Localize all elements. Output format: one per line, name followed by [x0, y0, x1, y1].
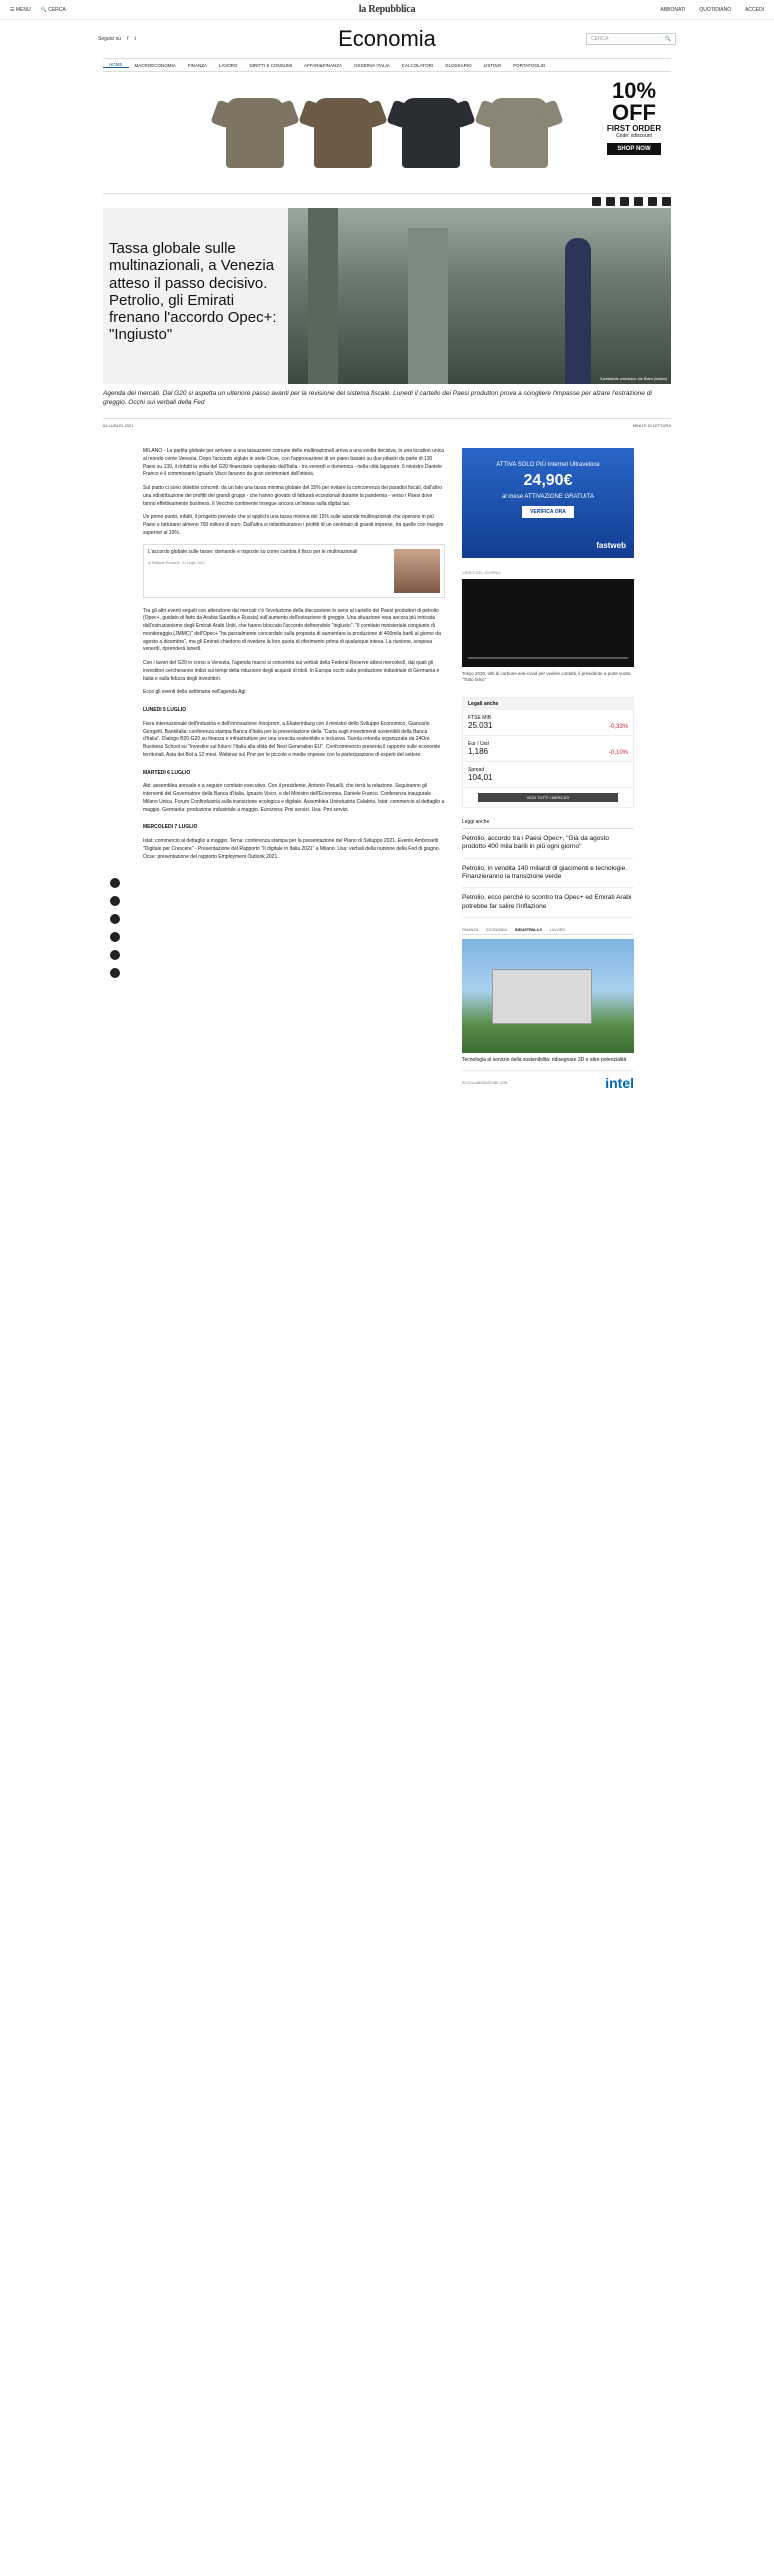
- paragraph: Tra gli altri eventi seguiti con attenzione dai mercati c'è l'evoluzione della discussione in seno al cartello dei Paesi produttori di petrolio (Opec+, guidato di fatto da Arabia Saudita e Russia) sull'aumento dell'estrazione di greggio. Una situazione resa ancora più intricata dall'ostruzionismo degli Emirati Arabi Uniti, che hanno bloccato l'accordo definendolo "ingiusto". "Il comitato ministeriale congiunto di monitoraggio (JMMC)" dell'Opec+ "ha parzialmente concordato sulla proposta di aumentare la produzione di 400mila barili al giorno da agosto a dicembre", ma gli Emirati chiedono di rivedere la loro quota di riferimento prima di qualunque intesa. La riunione, sospesa venerdì, riprenderà lunedì.: [143, 607, 441, 653]
- markets-title: Legali anche: [463, 698, 633, 710]
- sidebar-ad[interactable]: [462, 448, 634, 558]
- ad-percent: 10% OFF: [611, 78, 657, 125]
- ad-code: Code: xdiscount: [616, 133, 652, 139]
- facebook-icon[interactable]: [110, 878, 120, 888]
- login-link[interactable]: ACCEDI: [745, 6, 764, 13]
- nav-item-listino[interactable]: LISTINO: [483, 62, 502, 68]
- nav-item-glossario[interactable]: GLOSSARIO: [445, 62, 472, 68]
- link-icon[interactable]: [648, 197, 657, 206]
- paragraph: Ecco gli eventi della settimana nell'agenda Agi:: [143, 689, 247, 696]
- market-name: FTSE MIB: [468, 714, 492, 721]
- tab-economia[interactable]: ECONOMIA: [486, 928, 507, 933]
- section-nav: [103, 58, 671, 72]
- nav-item-portafoglio[interactable]: PORTAFOGLIO: [513, 62, 546, 68]
- nav-item-finanza[interactable]: FINANZA: [187, 62, 208, 68]
- search-button[interactable]: 🔍 CERCA: [40, 6, 66, 13]
- market-name: Eur / Usd: [468, 740, 489, 747]
- tab-industria[interactable]: INDUSTRIA 4.0: [514, 928, 542, 933]
- ad-offer: [603, 80, 665, 180]
- all-markets-button[interactable]: VEDI TUTTI I MERCATI: [478, 793, 618, 802]
- news-item[interactable]: Petrolio, accordo tra i Paesi Opec+, "Già da agosto prodotto 400 mila barili in più ogni giorno": [462, 829, 634, 859]
- markets-widget: [462, 697, 634, 808]
- market-change: -0,33%: [608, 723, 628, 730]
- article-summary: Agenda dei mercati. Dal G20 si aspetta un ulteriore passo avanti per la revisione del sistema fiscale. Lunedì il cartello dei Paesi produttori prova a sciogliere l'impasse per alzare l'estrazione di greggio. Occhi sui verbali della Fed: [103, 390, 652, 406]
- section-header: [0, 20, 774, 58]
- menu-label: MENU: [15, 6, 31, 13]
- twitter-icon[interactable]: [110, 896, 120, 906]
- day-heading: MARTEDI 6 LUGLIO: [143, 769, 191, 776]
- facebook-icon[interactable]: [592, 197, 601, 206]
- day-events: Fiera internazionale dell'industria e dell'innovazione Innoprom, a Ekaterinburg con il ministro dello Sviluppo Economico, Giancarlo Giorgetti. Bankitalia: conferenza stampa Banca d'Italia per la presentazione della "Carta sugli investimenti sostenibili della Banca d'Italia". Dialogo B20-G20 su finanza e infrastrutture per una crescita sostenibile e inclusiva. Tavola rotonda organizzata da 24Ore Business School su "Investire sul futuro: l'Italia alla sfida del Next Generation EU". Confcommercio presenta il rapporto sulle economie territoriali. Asta dei Bot a 12 mesi. Webinar sul Pnrr per le piccole e medie imprese con la partecipazione di esperti del settore.: [143, 720, 441, 758]
- video-player[interactable]: [462, 579, 634, 667]
- linkedin-icon[interactable]: [620, 197, 629, 206]
- tshirt-image: [314, 98, 372, 168]
- market-row[interactable]: [463, 710, 633, 736]
- whatsapp-icon[interactable]: [662, 197, 671, 206]
- reading-time: MINUTI DI LETTURA: [632, 423, 671, 429]
- ad-shop-button[interactable]: SHOP NOW: [607, 143, 661, 155]
- tshirt-image: [402, 98, 460, 168]
- related-date: 01 Luglio 2021: [182, 561, 206, 565]
- share-bar: [103, 194, 671, 208]
- video-label: VIDEO DEL GIORNO: [462, 570, 501, 575]
- site-logo[interactable]: la Repubblica: [358, 4, 416, 15]
- link-icon[interactable]: [110, 950, 120, 960]
- sidebar: [462, 448, 634, 1091]
- nav-item-osserva-italia[interactable]: OSSERVA ITALIA: [353, 62, 390, 68]
- article-body: [143, 448, 445, 867]
- search-placeholder: CERCA: [591, 36, 609, 42]
- ad-brand: fastweb: [596, 541, 626, 550]
- top-bar: [0, 0, 774, 20]
- sponsor-text[interactable]: Tecnologia al servizio della sostenibilità: ridisegnare 3D e altre potenzialità: [462, 1057, 627, 1064]
- nav-item-macroeconomia[interactable]: MACROECONOMIA: [134, 62, 176, 68]
- news-item[interactable]: Petrolio, ecco perché lo scontro tra Opec+ ed Emirati Arabi potrebbe far salire l'inflazione: [462, 888, 634, 918]
- search-input[interactable]: [586, 33, 676, 45]
- linkedin-icon[interactable]: [110, 914, 120, 924]
- facebook-icon[interactable]: f: [127, 36, 129, 42]
- hero-caption: Il presidente americano Joe Biden (reuters): [599, 377, 667, 381]
- newspaper-link[interactable]: QUOTIDIANO: [699, 6, 732, 13]
- hero-image: [288, 208, 671, 384]
- paragraph: Un primo punto, infatti, il progetto prevede che si applichi una tassa minima del 15% sulle aziende multinazionali che operano in più Paesi e fatturano almeno 750 milioni di euro. Dall'altra si ridistribuiranno i profitti di un centinaio di grandi imprese, tra quelle con margini superiori al 10%.: [143, 514, 444, 536]
- market-row[interactable]: [463, 762, 633, 788]
- ad-banner[interactable]: [103, 72, 671, 194]
- hero: [103, 208, 671, 384]
- mail-icon[interactable]: [110, 932, 120, 942]
- market-name: Spread: [468, 766, 485, 773]
- menu-button[interactable]: ☰ MENU: [10, 6, 31, 13]
- tab-finanza[interactable]: FINANZA: [462, 928, 479, 933]
- related-title: L'accordo globale sulle tasse: domande e risposte su come cambia il fisco per le multinazionali: [148, 548, 358, 555]
- day-heading: MERCOLEDI 7 LUGLIO: [143, 824, 198, 831]
- social-follow: [98, 36, 136, 42]
- nav-item-lavoro[interactable]: LAVORO: [219, 62, 238, 68]
- day-events: Abi: assemblea annuale e a seguire comitato esecutivo. Con il presidente, Antonio Patuelli, che terrà la relazione. Seguiranno gli interventi del Governatore della Banca d'Italia, Ignazio Visco, e del Ministro dell'Economia, Daniele Franco. Conferenza inaugurale Milano Unica. Forum Confindustria sulla transizione ecologica e digitale. Assemblea Unindustria Calabria. Istat: commercio al dettaglio a maggio. Germania: produzione industriale a maggio. Eurozona: Pmi servizi. Usa: Pmi servizi.: [143, 783, 445, 813]
- nav-item-home[interactable]: HOME: [103, 62, 129, 68]
- tab-lavoro[interactable]: LAVORO: [549, 928, 566, 933]
- related-image: [394, 549, 440, 593]
- mail-icon[interactable]: [634, 197, 643, 206]
- related-author: di Raffaele Ricciardi: [148, 561, 180, 565]
- sponsor-by: IN COLLABORAZIONE CON: [462, 1080, 508, 1085]
- news-item[interactable]: Petrolio, in vendita 140 miliardi di giacimenti e tecnologie. Finanzieranno la transizione verde: [462, 859, 634, 889]
- paragraph: Con i lavori del G20 in corso a Venezia, l'agenda macro si concentra sui verbali della Federal Reserve attesi mercoledì, dai quali gli investitori cercheranno indizi sui tempi della riduzione degli acquisti di titoli. In Europa occhi sulla produzione industriale di Germania e Italia e sulla fiducia degli investitori.: [143, 660, 440, 682]
- related-news: [462, 816, 634, 919]
- article-title: Tassa globale sulle multinazionali, a Venezia atteso il passo decisivo. Petrolio, gli Emirati frenano l'accordo Opec+: "Ingiusto": [109, 240, 277, 344]
- news-header: Leggi anche: [462, 816, 634, 829]
- market-value: 104,01: [468, 772, 493, 782]
- ad-price: 24,90€: [523, 472, 573, 489]
- search-label: CERCA: [48, 6, 66, 13]
- market-row[interactable]: [463, 736, 633, 762]
- video-progress[interactable]: [468, 657, 628, 659]
- tshirt-image: [490, 98, 548, 168]
- ad-subtext: al mese ATTIVAZIONE GRATUITA: [502, 494, 594, 500]
- article-date: 04 LUGLIO 2021: [103, 423, 134, 429]
- market-value: 1,186: [468, 746, 489, 756]
- paragraph: Sul piatto ci sono obiettivi concreti: da un lato una tassa minima globale del 15% per evitare la concorrenza dei paradisi fiscali, dall'altro una ridistribuzione dei profitti dei grandi gruppi - che hanno giovato di fatturati eccezionali durante la pandemia - verso i Paesi dove fanno effettivamente business. Il Vecchio continente insegue ancora un'intesa sulla digital tax.: [143, 485, 442, 507]
- twitter-icon[interactable]: t: [134, 36, 136, 42]
- paragraph: MILANO - La partita globale per arrivare a una tassazione comune delle multinazionali arriva a una svolta decisiva, in una location unica al mondo come Venezia. Dopo l'accordo siglato in sede Ocse, con l'approvazione di un piano basato su due pilastri da parte di 130 Paesi su 139, il rinfatti la volta del G20 finanziario capitanato dall'Italia - tra venerdì e domenica - nella città lagunare. Il ministro Daniele Franco e il commissario Ignazio Visco faranno da gran cerimonieri dell'intesa.: [143, 448, 444, 478]
- nav-item-affari-finanza[interactable]: AFFARI&FINANZA: [303, 62, 342, 68]
- sponsor-footer: [462, 1070, 634, 1091]
- market-change: -0,10%: [608, 749, 628, 756]
- section-title: Economia: [338, 26, 436, 51]
- day-events: Istat: commercio al dettaglio a maggio. Terna: conferenza stampa per la presentazione del Piano di Sviluppo 2021. Evento Ambrosetti "Digitale per Crescere" - Presentazione del Rapporto "Il digitale in Italia 2021" a Milano. Usa: verbali della riunione della Fed di giugno. Ocse: presentazione del rapporto Employment Outlook 2021.: [143, 838, 440, 860]
- whatsapp-icon[interactable]: [110, 968, 120, 978]
- nav-item-diritti-e-consumi[interactable]: DIRITTI E CONSUMI: [249, 62, 292, 68]
- search-icon: 🔍: [664, 36, 671, 42]
- follow-label: Seguici su: [98, 36, 122, 42]
- subscribe-link[interactable]: ABBONATI: [660, 6, 686, 13]
- twitter-icon[interactable]: [606, 197, 615, 206]
- ad-headline: ATTIVA SOLO PIÙ Internet Ultraveloce: [496, 462, 600, 468]
- nav-item-calcolatori[interactable]: CALCOLATORI: [401, 62, 434, 68]
- share-sidebar: [110, 878, 120, 978]
- article-meta: [103, 418, 671, 428]
- sponsor-logo: intel: [605, 1074, 634, 1091]
- ad-order: FIRST ORDER: [606, 124, 662, 133]
- market-value: 25.031: [468, 720, 493, 730]
- ad-cta-button[interactable]: VERIFICA ORA: [522, 506, 574, 518]
- video-caption: Tokyo 2020, tolti di carbone anti-covid per vedere contatti, il presidente a porte vuote: "Tutto falso": [462, 671, 632, 682]
- related-article[interactable]: L'accordo globale sulle tasse: domande e risposte su come cambia il fisco per le multinazionali di Raffaele Ricciardi · 01 Luglio 2021: [143, 544, 445, 598]
- sponsor-tabs: [462, 928, 634, 935]
- tshirt-image: [226, 98, 284, 168]
- day-heading: LUNEDI 5 LUGLIO: [143, 707, 187, 713]
- sponsor-image[interactable]: [462, 939, 634, 1053]
